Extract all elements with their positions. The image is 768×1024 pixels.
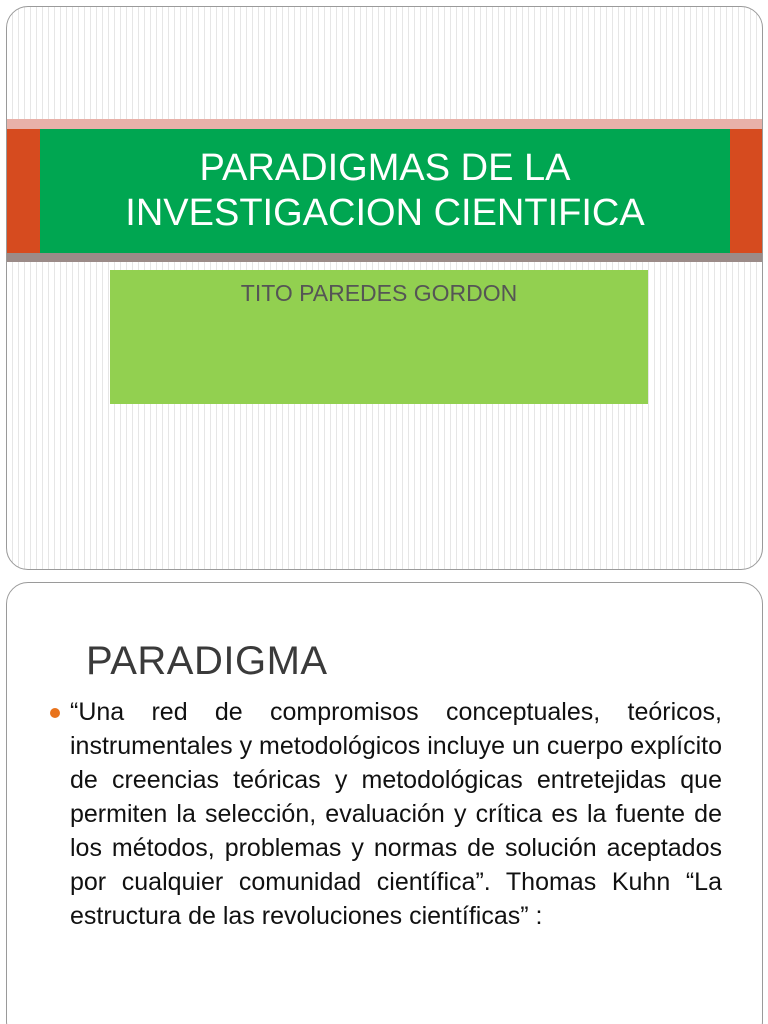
decorative-band-bottom <box>7 253 762 262</box>
slide-heading: PARADIGMA <box>86 639 328 683</box>
subtitle-box <box>110 270 648 404</box>
slide-subtitle: TITO PAREDES GORDON <box>240 280 518 306</box>
circle-bullet-icon <box>50 708 60 718</box>
content-slide <box>6 582 763 1024</box>
bullet-paragraph: “Una red de compromisos conceptuales, teóricos, instrumentales y metodológicos incluye un cuerpo explícito de creencias teóricas y metodológicas entretejidas que permiten la selección, evaluación y crítica es la fuente de los métodos, problemas y normas de solución aceptados por cualquier comunidad científica”. Thomas Kuhn “La estructura de las revoluciones científicas” : <box>70 698 722 930</box>
title-slide <box>6 6 763 570</box>
decorative-band-top <box>7 119 762 129</box>
slide-title: PARADIGMAS DE LA INVESTIGACION CIENTIFICA <box>125 147 645 234</box>
title-box <box>40 129 730 253</box>
